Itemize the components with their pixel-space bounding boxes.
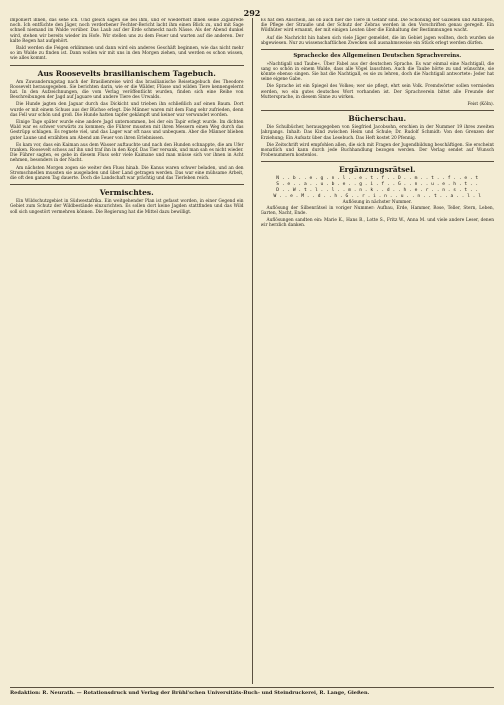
paragraph: Es hat den Anschein, als ob auch hier die Tiere in Gefahr sind. Die Schonung der Gazellen und Antilopen, die Pflege der Strauße und der Schutz der Zebras werden in den Vorschriften genau geregelt. Ein Wildhüter wird ernannt, der mit einigen Leuten über die Einhaltung der Bestimmungen wacht. — [260, 18, 495, 34]
article-heading: Aus Roosevelts brasilianischem Tagebuch. — [37, 68, 216, 78]
divider — [10, 184, 244, 185]
article-heading: Bücherschau. — [348, 114, 407, 124]
imprint-line: Redaktion: R. Neurath. — Rotationsdruck und Verlag der Brühl'schen Universitäts-Buch- und Steindruckerei, R. Lange, Gießen. — [10, 687, 494, 696]
paragraph: Die Schulbücher, herausgegeben von Siegfried Jacobsohn, erschien in der Nummer 19 ihres zweiten Jahrgangs. Inhalt: Das Kind zwischen Heim und Schule; Dr. Rudolf Schmidt: Von den Grenzen der Erziehung; Ein Aufsatz über das Lesebuch. Das Heft kostet 20 Pfennig. — [260, 125, 495, 141]
paragraph: Die Hunde jagten den Jaguar durch das Dickicht und trieben ihn schließlich auf einen Baum. Dort wurde er mit einem Schuss aus der Büchse erlegt. Die Männer waren mit dem Fang sehr zufrieden, denn das Fell war schön und groß. Die Hunde hatten tapfer gekämpft und keiner war verwundet worden. — [10, 102, 244, 118]
article-heading: Sprachecke des Allgemeinen Deutschen Sprachvereins. — [293, 53, 462, 60]
left-column — [10, 18, 244, 684]
divider — [10, 65, 244, 66]
paragraph: Die Zeitschrift wird empfohlen allen, die sich mit Fragen der Jugendbildung beschäftigen. Sie erscheint monatlich und kann durch jede Buchhandlung bezogen werden. Der Verlag sendet auf Wunsch Probenummern kostenlos. — [260, 142, 495, 159]
paragraph: Auf die Nachricht hin haben sich viele Jäger gemeldet, die im Gebiet jagen wollten, doch wurden sie abgewiesen. Nur zu wissenschaftlichen Zwecken soll ausnahmsweise ein Stück erlegt werden dürfen. — [260, 35, 495, 46]
paragraph: Am nächsten Morgen zogen sie weiter den Fluss hinab. Die Kanus waren schwer beladen, und an den Stromschnellen mussten sie ausgeladen und über Land getragen werden. Das war eine mühsame Arbeit, die oft den ganzen Tag dauerte. Doch die Landschaft war prächtig und das Tierleben reich. — [10, 165, 244, 182]
divider — [261, 110, 495, 111]
puzzle-line: S . e . . a . . u . b . e . . g . i . f . . G . . n . . u . e . h . t . . — [276, 182, 479, 188]
paragraph: Auflösung der Silbenrätsel in voriger Nummer: Aufbau, Erde, Hammer, Rose, Teller, Stern, Leben, Garten, Nacht, Ende. — [260, 205, 495, 216]
page-number: 292 — [243, 8, 261, 18]
column-separator — [252, 18, 253, 684]
author-signature: Feist (Köln). — [467, 101, 495, 107]
paragraph: Auflösungen sandten ein: Marie K., Hans B., Lotte S., Fritz W., Anna M. und viele andere Leser, denen wir herzlich danken. — [260, 217, 495, 229]
paragraph: Bald werden die Feigen erklimmen und dann wird ein anderes Geschäft beginnen, wie das nicht mehr so im Walde zu finden ist. Dann wollen wir mit uns in den Morgen ziehen, und werden es schon wissen, wie alles kommt. — [10, 46, 244, 62]
paragraph: Es kam vor, dass ein Kaiman aus dem Wasser auftauchte und nach den Hunden schnappte, die am Ufer tranken. Roosevelt schoss auf ihn und traf ihn in den Kopf. Das Tier versank, und man sah es nicht wieder. Die Führer sagten, es gebe in diesem Fluss sehr viele Kaimane und man müsse sich vor ihnen in Acht nehmen, besonders in der Nacht. — [10, 142, 244, 164]
puzzle-note: Auflösung in nächster Nummer. — [342, 200, 412, 206]
right-column — [261, 18, 495, 684]
paragraph: Ein Wildschutzgebiet in Südwestafrika. Ein weitgehender Plan ist gefasst worden, in einer Gegend ein Gebiet zum Schutz der Wildbestände einzurichten. Es sollen dort keine Jagden stattfinden und das Wild soll sich ungestört vermehren können. Die Regierung hat die Mittel dazu bewilligt. — [10, 199, 244, 215]
puzzle-line: W . . e . M . . d . . h . G . . r . i . n . . u . . n . . t . . a . . l . l — [273, 194, 481, 200]
paragraph: »Nachtigall und Taube«. Über Fabel aus der deutschen Sprache. Es war einmal eine Nachtigall, die sang so schön in einem Walde, dass alle Vögel lauschten. Auch die Taube hörte zu und wünschte, sie könnte ebenso singen. Sie bat die Nachtigall, es sie zu lehren, doch die Nachtigall antwortete: Jeder hat seine eigene Gabe. — [260, 61, 495, 83]
puzzle-line: N . . b . . e . g . n . l . . e . t . f . . D . . m . . t . . f . . e . t — [276, 176, 479, 182]
article-heading: Ergänzungsrätsel. — [338, 165, 416, 175]
paragraph: Die Sprache ist ein Spiegel des Volkes; wer sie pflegt, ehrt sein Volk. Fremdwörter sollen vermieden werden, wo ein gutes deutsches Wort vorhanden ist. Der Sprachverein bittet alle Freunde der Muttersprache, in diesem Sinne zu wirken. — [260, 84, 495, 100]
paragraph: imponiert ihnen, das sehe ich. Und gleich sagen sie bei ihm, und er wiederholt ihnen seine Ziganrede noch. Ich entfüchte den Jäger, noch verderbener Fechter-Bericht lacht ihm einen Blick zu, und mit Sage schnell niemand im Walde vorüber. Das Laub auf der Erde schmeckt nach Nässe. Als der Abend dunkel wird, stehen wir bereits wieder im Hofe. Wir stellen uns zu dem Feuer und warten auf die anderen. Der kalte Regen hat aufgehört. — [10, 18, 244, 44]
puzzle-line: D . . W . t . l . . l . . m . n . k . . d . . h . e . r . . n . s . t . . — [276, 188, 479, 194]
divider — [261, 49, 495, 50]
section-heading: Vermischtes. — [99, 188, 154, 198]
divider — [261, 161, 495, 162]
paragraph: Am Zuwanderungstag nach der Brasilienreise wird das brasilianische Reisetagebuch des Theodore Roosevelt herausgegeben. Sie berichten darin, wie er die Wälder, Flüsse und wilden Tiere kennengelernt hat. In den Aufzeichnungen, die vom Verlag veröffentlicht wurden, finden sich eine Reihe von Beschreibungen der Jagd auf Jaguare und andere Tiere des Urwalds. — [10, 79, 244, 101]
paragraph: Einige Tage später wurde eine andere Jagd unternommen, bei der ein Tapir erlegt wurde. Im dichten Wald war es schwer vorwärts zu kommen; die Führer mussten mit ihren Messern einen Weg durch das Gestrüpp schlagen. Es regnete viel, und das Lager war oft nass und unbequem. Aber die Männer blieben guter Laune und erzählten am Abend am Feuer von ihren Erlebnissen. — [10, 120, 244, 141]
columns — [10, 18, 494, 684]
